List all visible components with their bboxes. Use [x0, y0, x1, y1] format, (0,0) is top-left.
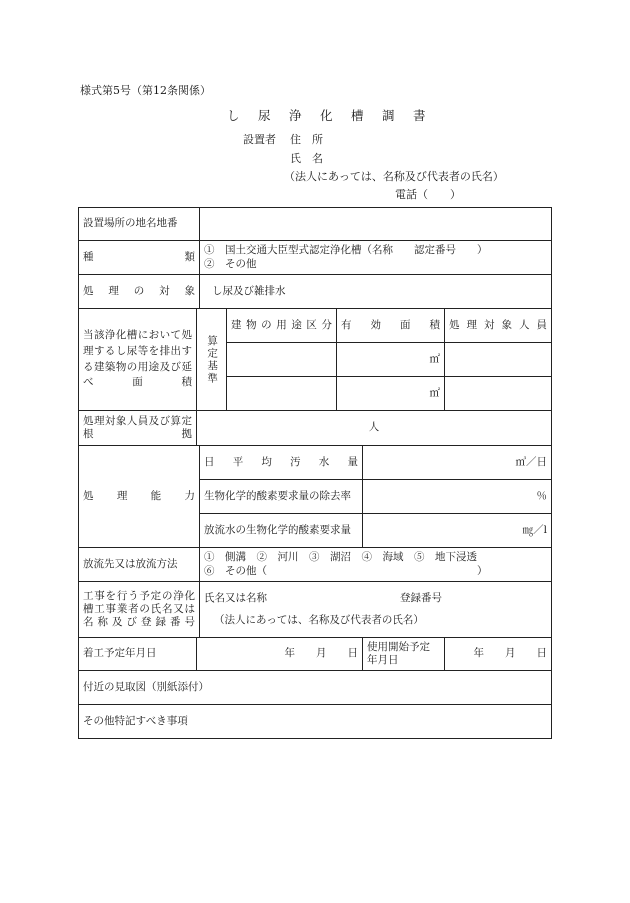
title-char: 尿 — [258, 108, 272, 123]
type-label: 種 類 — [79, 241, 200, 275]
cap1-value[interactable] — [363, 446, 552, 480]
type-row — [79, 241, 552, 275]
persons-value[interactable] — [197, 411, 552, 446]
building-row — [79, 309, 552, 343]
location-value[interactable] — [200, 208, 552, 241]
other-row — [79, 705, 552, 739]
col-area-header: 有 効 面 積 — [337, 309, 445, 343]
persons-row — [79, 411, 552, 446]
cap2-label: 生物化学的酸素要求量の除去率 — [200, 480, 363, 514]
discharge-line-1[interactable]: ① 側溝 ② 河川 ③ 湖沼 ④ 海域 ⑤ 地下浸透 — [204, 551, 477, 564]
location-label: 設置場所の地名地番 — [79, 208, 200, 241]
col-persons-header: 処理対象人員 — [445, 309, 552, 343]
target-row — [79, 275, 552, 309]
corporate-note: （法人にあっては、名称及び代表者の氏名） — [284, 170, 504, 183]
cap3-value[interactable] — [363, 514, 552, 548]
persons-unit: 人 — [368, 421, 380, 434]
contractor-reg-label: 登録番号 — [400, 591, 442, 604]
title-char: 調 — [382, 108, 396, 123]
area-unit: ㎡ — [429, 352, 440, 365]
address-label: 住 所 — [290, 133, 323, 146]
building-use-cell[interactable] — [227, 343, 337, 377]
schedule-row — [79, 638, 552, 671]
title-char: 化 — [320, 108, 334, 123]
type-option-1[interactable]: ① 国土交通大臣型式認定浄化槽（名称 認定番号 ） — [204, 244, 488, 257]
phone-label: 電話（ ） — [395, 188, 461, 201]
title-char: 浄 — [289, 108, 303, 123]
discharge-line-2[interactable]: ⑥ その他（ ） — [204, 564, 488, 577]
use-start-label: 使用開始予定年月日 — [363, 638, 445, 671]
building-label: 当該浄化槽において処理するし尿等を排出する建築物の用途及び延べ面積 — [79, 309, 197, 411]
title-char: し — [227, 108, 241, 123]
type-option-2[interactable]: ② その他 — [204, 257, 257, 270]
area-cell[interactable] — [337, 343, 445, 377]
cap1-label: 日平均汚水量 — [200, 446, 363, 480]
other-label: その他特記すべき事項 — [79, 705, 552, 739]
persons-cell[interactable] — [445, 343, 552, 377]
contractor-line — [204, 592, 547, 610]
target-label: 処理の対象 — [79, 275, 200, 309]
contractor-label: 工事を行う予定の浄化槽工事業者の氏名又は名称及び登録番号 — [79, 582, 200, 638]
capacity-label: 処理能力 — [79, 446, 200, 548]
cap1-unit: ㎥／日 — [515, 455, 548, 468]
persons-cell[interactable] — [445, 377, 552, 411]
location-row — [79, 208, 552, 241]
map-row — [79, 671, 552, 705]
name-label: 氏 名 — [290, 152, 323, 165]
map-label: 付近の見取図（別紙添付） — [79, 671, 552, 705]
setter-label: 設置者 — [243, 133, 276, 146]
form-number: 様式第5号（第12条関係） — [80, 84, 211, 97]
target-value: し尿及び雑排水 — [200, 275, 552, 309]
cap2-value[interactable] — [363, 480, 552, 514]
start-date[interactable]: 年 月 日 — [197, 638, 363, 671]
cap2-unit: ％ — [536, 489, 548, 502]
building-use-cell[interactable] — [227, 377, 337, 411]
title-char: 書 — [413, 108, 427, 123]
discharge-options — [200, 548, 552, 582]
cap3-unit: ㎎／l — [522, 523, 548, 536]
type-options — [200, 241, 552, 275]
discharge-row — [79, 548, 552, 582]
area-cell[interactable] — [337, 377, 445, 411]
calc-basis-label: 算定基準 — [206, 334, 219, 385]
contractor-row — [79, 582, 552, 638]
contractor-cell[interactable] — [200, 582, 552, 638]
contractor-note: （法人にあっては、名称及び代表者の氏名） — [214, 613, 424, 626]
col-use-header: 建物の用途区分 — [227, 309, 337, 343]
discharge-label: 放流先又は放流方法 — [79, 548, 200, 582]
start-label: 着工予定年月日 — [79, 638, 197, 671]
cap3-label: 放流水の生物化学的酸素要求量 — [200, 514, 363, 548]
capacity-row — [79, 446, 552, 480]
document-title — [227, 106, 444, 124]
use-start-date[interactable]: 年 月 日 — [445, 638, 552, 671]
area-unit: ㎡ — [429, 386, 440, 399]
title-char: 槽 — [351, 108, 365, 123]
persons-label: 処理対象人員及び算定根拠 — [79, 411, 197, 446]
contractor-name-label: 氏名又は名称 — [204, 591, 267, 604]
calc-basis-cell — [197, 309, 227, 411]
survey-form-table — [78, 207, 552, 739]
